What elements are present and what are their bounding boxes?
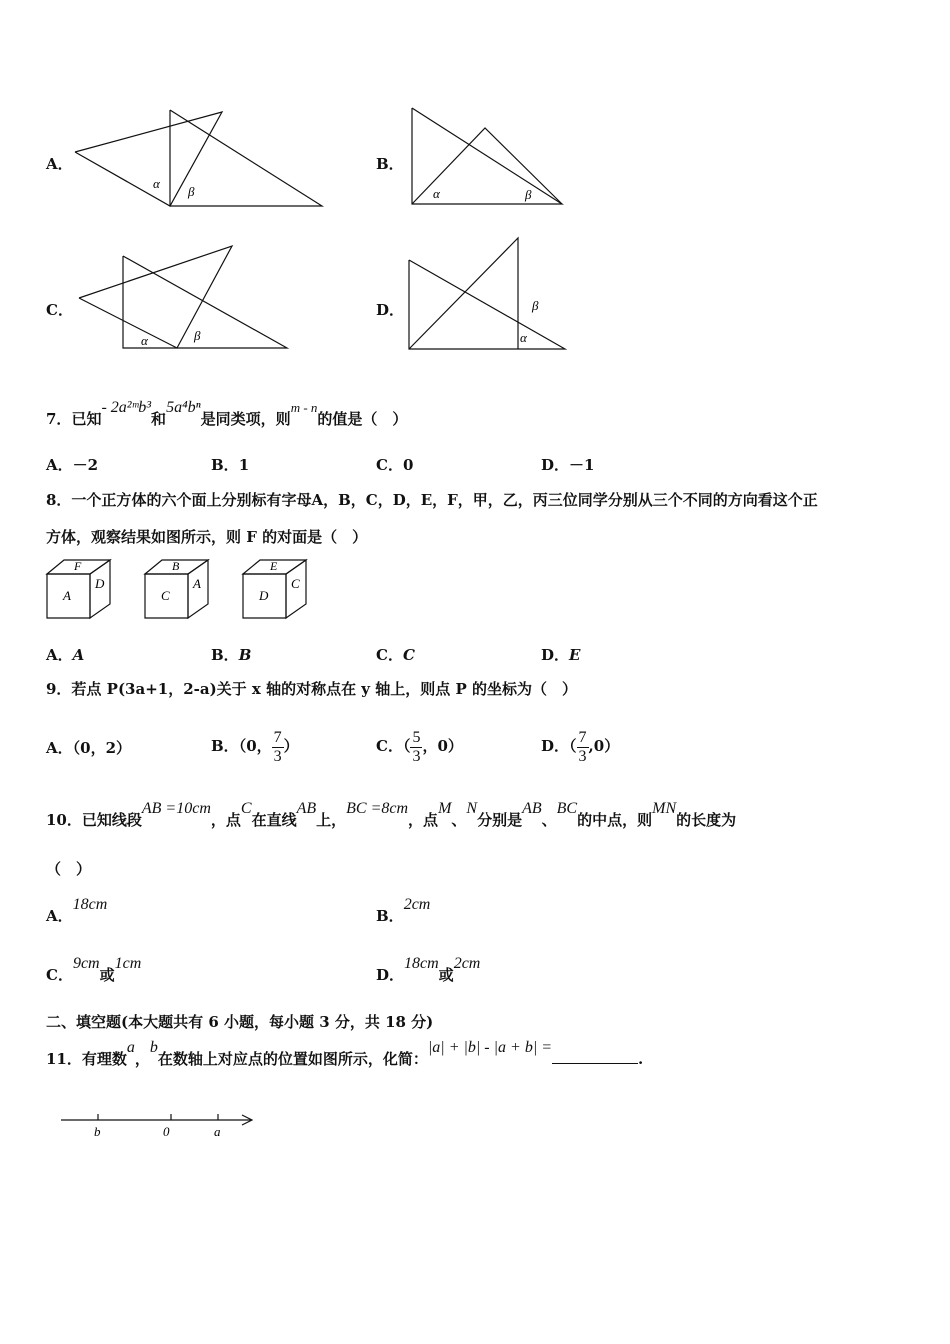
q7-number: 7． [46, 410, 72, 428]
number-line [55, 1106, 265, 1142]
q7-expr-3: m - n [290, 400, 318, 415]
q6-figure-c [65, 240, 305, 355]
q6-option-d-label: D． [376, 301, 405, 319]
question-10: 10．已知线段AB =10cm，点C在直线AB上，BC =8cm，点M、N分别是AB、BC的中点，则MN的长度为 [46, 800, 737, 829]
q7-text-3: 是同类项，则 [200, 410, 291, 428]
answer-blank[interactable] [552, 1049, 638, 1064]
q6-figure-d [400, 232, 580, 357]
question-9: 9．若点 P(3a+1，2-a)关于 x 轴的对称点在 y 轴上，则点 P 的坐标为（ ） [46, 680, 577, 698]
alpha-label: α [433, 186, 440, 201]
alpha-label: α [520, 330, 527, 345]
cube-front-face: D [259, 588, 269, 603]
q7-option-a: A．－2 [46, 456, 99, 474]
point-a-label: a [214, 1124, 221, 1139]
cube-top-face: E [270, 559, 278, 573]
q8-option-b: B．B [211, 646, 252, 664]
section-2-heading: 二、填空题(本大题共有 6 小题，每小题 3 分，共 18 分) [46, 1013, 434, 1031]
q8-cube-2 [142, 556, 212, 622]
cube-side-face: A [193, 576, 201, 591]
q10-option-a: A．18cm [46, 896, 108, 925]
q8-option-c: C．C [376, 646, 415, 664]
q10-option-d: D．18cm或2cm [376, 955, 481, 984]
cube-front-face: A [63, 588, 71, 603]
q7-text-4: 的值是（ ） [317, 410, 408, 428]
q9-option-b: B．（0， $\frac{7}{3}$ ） [211, 728, 299, 765]
q7-expr-1: - 2a²ᵐb³ [101, 399, 152, 416]
cube-top-face: F [74, 559, 82, 573]
beta-label: β [188, 184, 195, 199]
beta-label: β [525, 187, 532, 202]
beta-label: β [194, 328, 201, 343]
q6-option-b-label: B． [376, 155, 404, 173]
q7-text-2: 和 [151, 410, 167, 428]
q8-cube-1 [44, 556, 114, 622]
cube-side-face: C [291, 576, 300, 591]
q7-option-d: D．－1 [541, 456, 595, 474]
q7-expr-2: 5a⁴bⁿ [166, 399, 201, 416]
fraction: $\frac{7}{3}$ [578, 728, 587, 765]
origin-label: 0 [163, 1124, 170, 1139]
q8-line-2: 方体，观察结果如图所示，则 F 的对面是（ ） [46, 528, 368, 546]
q6-figure-b [400, 100, 580, 215]
alpha-label: α [141, 333, 148, 348]
q8-option-d: D．E [541, 646, 581, 664]
fraction: $\frac{7}{3}$ [273, 728, 282, 765]
q9-option-a: A．（0，2） [46, 739, 132, 757]
cube-top-face: B [172, 559, 180, 573]
q6-figure-a [60, 100, 340, 215]
alpha-label: α [153, 176, 160, 191]
q8-option-a: A．A [46, 646, 85, 664]
fraction: $\frac{5}{3}$ [412, 728, 421, 765]
cube-front-face: C [161, 588, 170, 603]
q10-option-c: C．9cm或1cm [46, 955, 142, 984]
question-11: 11．有理数a，b在数轴上对应点的位置如图所示，化简：|a| + |b| - |a + b| =. [46, 1039, 644, 1068]
q7-option-b: B．1 [211, 456, 250, 474]
cube-side-face: D [95, 576, 105, 591]
point-b-label: b [94, 1124, 101, 1139]
beta-label: β [532, 298, 539, 313]
q6-option-c-label: C． [46, 301, 73, 319]
q10-paren: （ ） [46, 860, 92, 878]
q8-cube-3 [240, 556, 310, 622]
q7-option-c: C．0 [376, 456, 414, 474]
q6-option-a-label: A． [46, 155, 73, 173]
q9-option-d: D．（ $\frac{7}{3}$ ,0） [541, 728, 620, 765]
q9-option-c: C．（ $\frac{5}{3}$ ，0） [376, 728, 463, 765]
question-7 [46, 399, 408, 429]
q10-option-b: B．2cm [376, 896, 431, 925]
q8-line-1: 8．一个正方体的六个面上分别标有字母A，B，C，D，E，F，甲，乙，丙三位同学分别从三个不同的方向看这个正 [46, 491, 818, 509]
q7-text-1: 已知 [71, 410, 102, 428]
